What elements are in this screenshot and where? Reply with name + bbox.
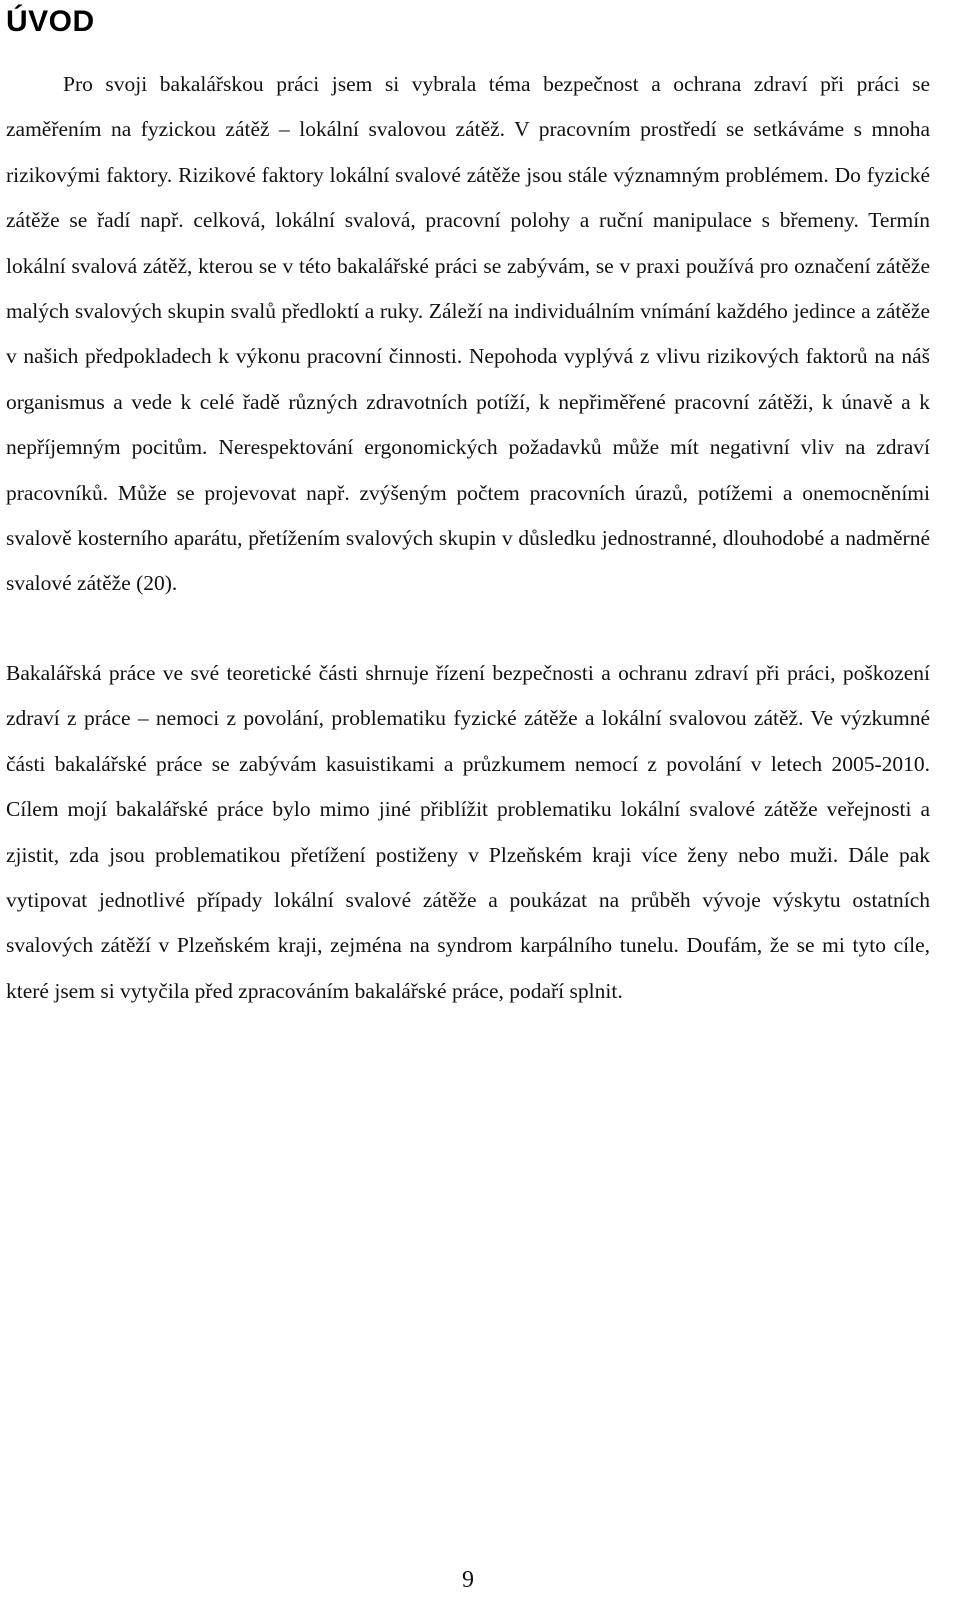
paragraph-goals: Bakalářská práce ve své teoretické části shrnuje řízení bezpečnosti a ochranu zdraví při práci, poškození zdraví z práce – nemoci z povolání, problematiku fyzické zátěže a lokální svalovou zátěž. Ve výzkumné části bakalářské práce se zabývám kasuistikami a průzkumem nemocí z povolání v letech 2005-2010. Cílem mojí bakalářské práce bylo mimo jiné přiblížit problematiku lokální svalové zátěže veřejnosti a zjistit, zda jsou problematikou přetížení postiženy v Plzeňském kraji více ženy nebo muži. Dále pak vytipovat jednotlivé případy lokální svalové zátěže a poukázat na průběh vývoje výskytu ostatních svalových zátěží v Plzeňském kraji, zejména na syndrom karpálního tunelu. Doufám, že se mi tyto cíle, které jsem si vytyčila před zpracováním bakalářské práce, podaří splnit. xyxy=(6,660,930,1003)
document-page xyxy=(6,0,930,1014)
section-heading: ÚVOD xyxy=(6,5,95,38)
paragraph-intro: Pro svoji bakalářskou práci jsem si vybrala téma bezpečnost a ochrana zdraví při práci se zaměřením na fyzickou zátěž – lokální svalovou zátěž. V pracovním prostředí se setkáváme s mnoha rizikovými faktory. Rizikové faktory lokální svalové zátěže jsou stále významným problémem. Do fyzické zátěže se řadí např. celková, lokální svalová, pracovní polohy a ruční manipulace s břemeny. Termín lokální svalová zátěž, kterou se v této bakalářské práci se zabývám, se v praxi používá pro označení zátěže malých svalových skupin svalů předloktí a ruky. Záleží na individuálním vnímání každého jedince a zátěže v našich předpokladech k výkonu pracovní činnosti. Nepohoda vyplývá z vlivu rizikových faktorů na náš organismus a vede k celé řadě různých zdravotních potíží, k nepřiměřené pracovní zátěži, k únavě a k nepříjemným pocitům. Nerespektování ergonomických požadavků může mít negativní vliv na zdraví pracovníků. Může se projevovat např. zvýšeným počtem pracovních úrazů, potížemi a onemocněními svalově kosterního aparátu, přetížením svalových skupin v důsledku jednostranné, dlouhodobé a nadměrné svalové zátěže (20). xyxy=(6,72,930,596)
page-number: 9 xyxy=(462,1567,474,1593)
